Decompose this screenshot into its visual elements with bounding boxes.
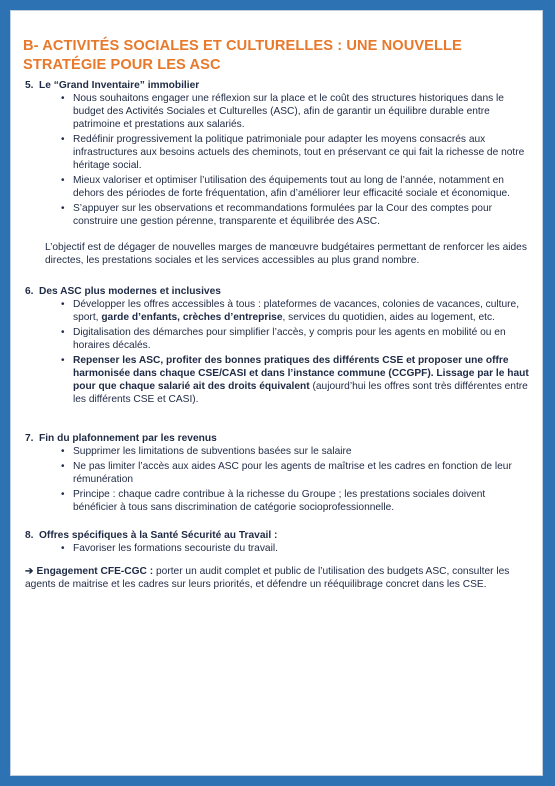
bullet-icon: • [61, 446, 65, 457]
document-page [10, 10, 543, 776]
list-item: • Supprimer les limitations de subventions basées sur le salaire [61, 446, 352, 457]
bullet-icon: • [61, 175, 65, 186]
bullet-icon: • [61, 93, 65, 104]
section-heading: 7. Fin du plafonnement par les revenus [25, 433, 217, 444]
list-item: • Favoriser les formations secouriste du travail. [61, 543, 278, 554]
bullet-list [23, 445, 531, 514]
bullet-icon: • [61, 134, 65, 145]
arrow-right-icon: ➔ [25, 566, 34, 577]
section-paragraph: L’objectif est de dégager de nouvelles marges de manœuvre budgétaires permettant de renforcer les aides directes, les prestations sociales et les services accessibles au plus grand nombre. [45, 242, 527, 266]
list-item: • Nous souhaitons engager une réflexion sur la place et le coût des structures historiques dans le budget des Activités Sociales et Culturelles (ASC), afin de garantir un équilibre durable entre patrimoine et prestations aux salariés. [61, 93, 504, 130]
bullet-list [23, 298, 531, 406]
bullet-list [23, 92, 531, 228]
bullet-icon: • [61, 461, 65, 472]
bullet-list [23, 542, 531, 555]
list-item: • Principe : chaque cadre contribue à la richesse du Groupe ; les prestations sociales doivent bénéficier à tous sans discrimination de catégorie socioprofessionnelle. [61, 489, 486, 513]
list-item: • Digitalisation des démarches pour simplifier l’accès, y compris pour les agents en mobilité ou en horaires décalés. [61, 327, 506, 351]
document-content [23, 37, 531, 591]
section-5 [23, 79, 531, 267]
document-title: B- ACTIVITÉS SOCIALES ET CULTURELLES : UNE NOUVELLE STRATÉGIE POUR LES ASC [23, 38, 462, 73]
list-item: • Développer les offres accessibles à tous : plateformes de vacances, colonies de vacances, culture, sport, garde d’enfants, crèches d’entreprise, services du quotidien, aides au logement, etc. [61, 299, 520, 323]
bullet-icon: • [61, 299, 65, 310]
section-heading: 5. Le “Grand Inventaire” immobilier [25, 80, 200, 91]
bullet-icon: • [61, 355, 65, 366]
section-heading: 6. Des ASC plus modernes et inclusives [25, 286, 221, 297]
bullet-icon: • [61, 543, 65, 554]
engagement-paragraph: ➔ Engagement CFE-CGC : porter un audit complet et public de l’utilisation des budgets ASC, consulter les agents de maitrise et les cadres sur leurs priorités, et défendre un rééquilibrage concret dans les CSE. [25, 566, 510, 590]
list-item: • S’appuyer sur les observations et recommandations formulées par la Cour des comptes pour construire une gestion pérenne, transparente et équilibrée des ASC. [61, 203, 493, 227]
list-item: • Ne pas limiter l’accès aux aides ASC pour les agents de maîtrise et les cadres en fonction de leur rémunération [61, 461, 512, 485]
section-heading: 8. Offres spécifiques à la Santé Sécurité au Travail : [25, 530, 278, 541]
list-item: • Mieux valoriser et optimiser l’utilisation des équipements tout au long de l’année, notamment en dehors des périodes de forte fréquentation, afin d’améliorer leur efficacité sociale et économique. [61, 175, 511, 199]
bullet-icon: • [61, 489, 65, 500]
list-item: • Repenser les ASC, profiter des bonnes pratiques des différents CSE et proposer une offre harmonisée dans chaque CSE/CASI et dans l’instance commune (CCGPF). Lissage par le haut pour que chaque salarié ait des droits équivalent (aujourd’hui les offres sont très différentes entre les différents CSE et CASI). [61, 355, 529, 405]
bullet-icon: • [61, 327, 65, 338]
section-8 [23, 529, 531, 555]
bullet-icon: • [61, 203, 65, 214]
list-item: • Redéfinir progressivement la politique patrimoniale pour adapter les moyens consacrés aux infrastructures aux besoins actuels des cheminots, tout en préservant ce qui fait la richesse de notre héritage social. [61, 134, 525, 171]
section-7 [23, 432, 531, 514]
section-6 [23, 285, 531, 406]
